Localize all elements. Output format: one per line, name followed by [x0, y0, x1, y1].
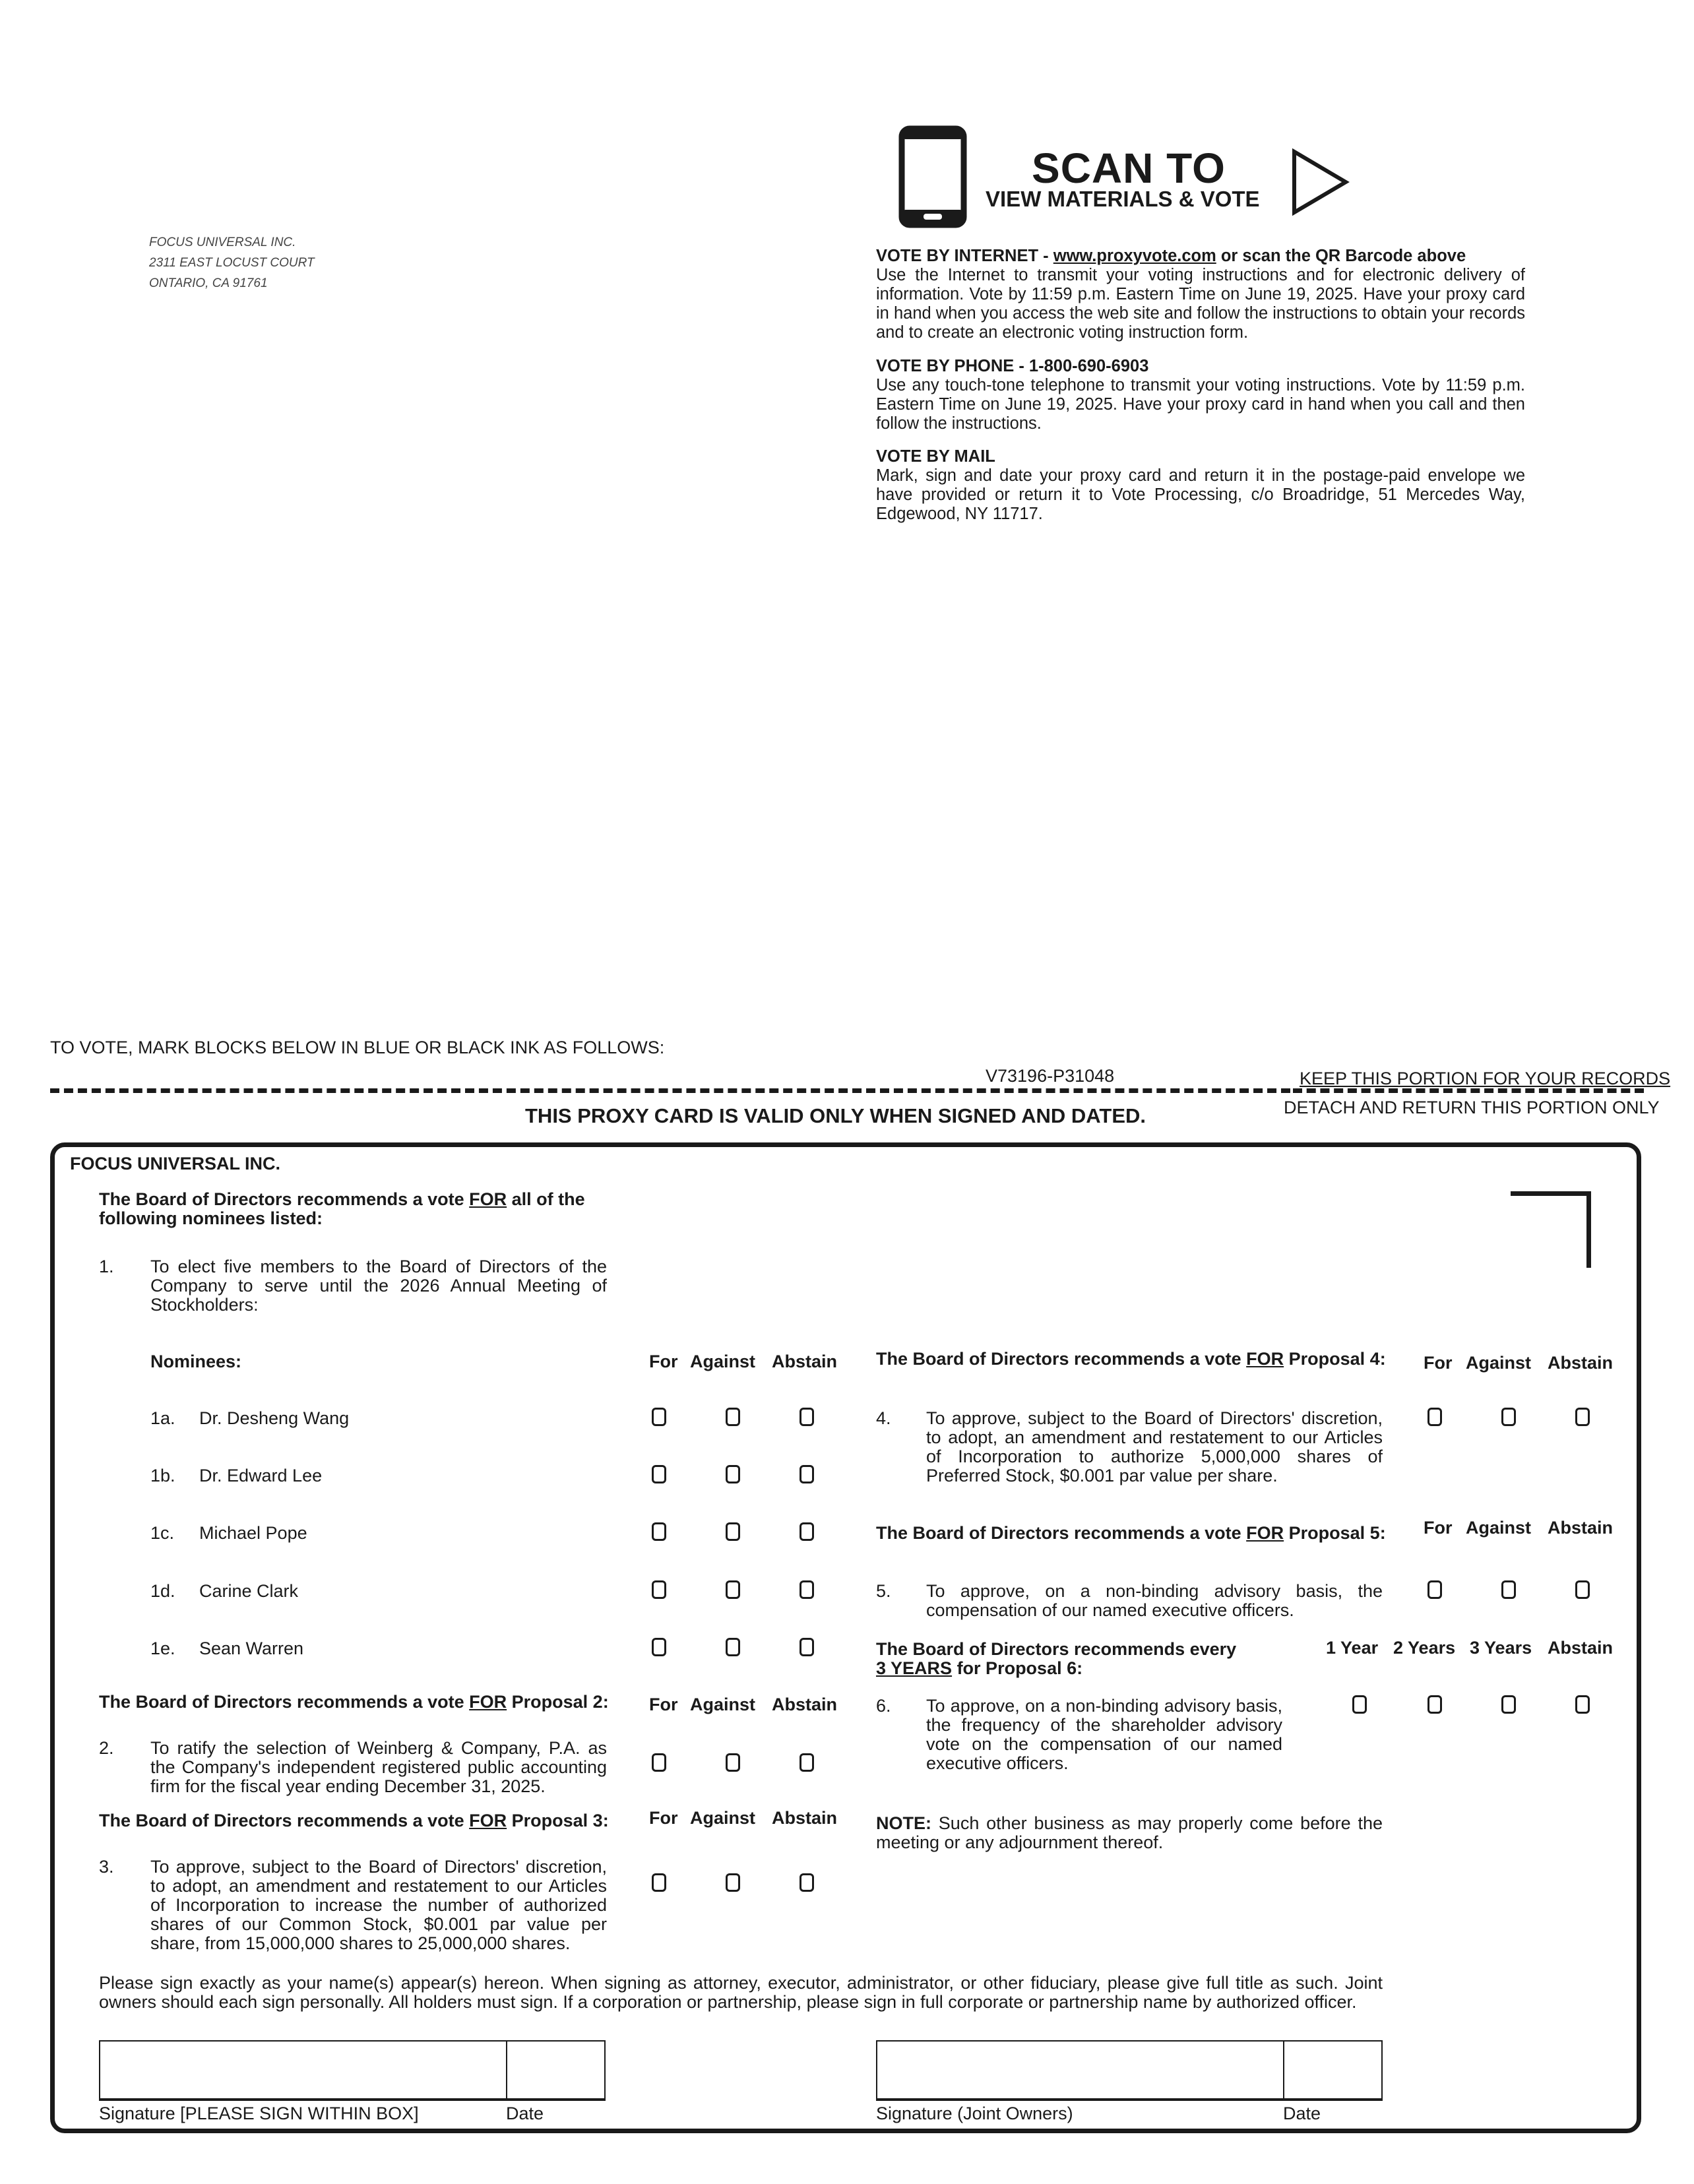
- checkbox-p3-for[interactable]: [652, 1873, 666, 1892]
- vote-internet-section: [876, 247, 1525, 342]
- checkbox-p4-for[interactable]: [1427, 1408, 1442, 1426]
- vote-phone-section: [876, 357, 1525, 433]
- checkbox-p3-abstain[interactable]: [800, 1873, 814, 1892]
- signature-joint-box[interactable]: [876, 2040, 1383, 2101]
- checkbox-1a-for[interactable]: [652, 1408, 666, 1426]
- col-against-p4: Against: [1466, 1353, 1532, 1373]
- signature-date-divider: [506, 2040, 507, 2100]
- vote-mail-heading: VOTE BY MAIL: [876, 447, 995, 466]
- company-address-city: ONTARIO, CA 91761: [149, 276, 268, 290]
- col-for-p3: For: [649, 1808, 678, 1828]
- checkbox-p2-abstain[interactable]: [800, 1753, 814, 1772]
- signature-box[interactable]: [99, 2040, 606, 2101]
- rec-p2-heading: The Board of Directors recommends a vote FOR Proposal 2:: [99, 1692, 609, 1712]
- col-for-nominees: For: [649, 1352, 678, 1371]
- checkbox-1a-abstain[interactable]: [800, 1408, 814, 1426]
- checkbox-p6-2years[interactable]: [1427, 1695, 1442, 1714]
- checkbox-1e-against[interactable]: [726, 1638, 740, 1656]
- vote-mail-section: [876, 447, 1525, 524]
- nominee-name: Michael Pope: [199, 1523, 307, 1543]
- p4-number: 4.: [876, 1408, 891, 1428]
- checkbox-1b-for[interactable]: [652, 1465, 666, 1483]
- company-address-street: 2311 EAST LOCUST COURT: [149, 256, 315, 270]
- checkbox-p5-against[interactable]: [1501, 1580, 1516, 1599]
- col-against-p5: Against: [1466, 1518, 1532, 1538]
- sign-instructions: Please sign exactly as your name(s) appear(s) hereon. When signing as attorney, executor, administrator, or other fiduciary, please give full title as such. Joint owners should each sign personally. All holders must sign. If a corporation or partnership, please sign in full corporate or partnership name by authorized officer.: [99, 1973, 1383, 2012]
- col-abstain-p3: Abstain: [772, 1808, 838, 1828]
- p6-number: 6.: [876, 1696, 891, 1716]
- signature-label: Signature [PLEASE SIGN WITHIN BOX]: [99, 2104, 419, 2123]
- col-abstain-p6: Abstain: [1548, 1638, 1614, 1658]
- nominee-name: Carine Clark: [199, 1581, 299, 1601]
- checkbox-p6-1year[interactable]: [1352, 1695, 1367, 1714]
- nominees-label: Nominees:: [150, 1352, 242, 1371]
- col-against-nominees: Against: [690, 1352, 756, 1371]
- p5-text: To approve, on a non-binding advisory basis, the compensation of our named executive officers.: [926, 1581, 1383, 1620]
- p1-number: 1.: [99, 1257, 114, 1276]
- col-abstain-p5: Abstain: [1548, 1518, 1614, 1538]
- rec-p3-heading: The Board of Directors recommends a vote FOR Proposal 3:: [99, 1811, 609, 1830]
- nominee-name: Sean Warren: [199, 1638, 304, 1658]
- col-abstain-p2: Abstain: [772, 1695, 838, 1714]
- vote-internet-body: Use the Internet to transmit your voting instructions and for electronic delivery of information. Vote by 11:59 p.m. Eastern Time on June 19, 2025. Have your proxy card in hand when you access the web site and follow the instructions to obtain your records and to create an electronic voting instruction form.: [876, 266, 1525, 342]
- rec-p6-heading: The Board of Directors recommends every 3 YEARS for Proposal 6:: [876, 1639, 1237, 1678]
- checkbox-p3-against[interactable]: [726, 1873, 740, 1892]
- scan-subtitle: VIEW MATERIALS & VOTE: [986, 187, 1260, 211]
- nominee-number: 1e.: [150, 1638, 175, 1658]
- checkbox-1d-abstain[interactable]: [800, 1580, 814, 1599]
- nominee-number: 1b.: [150, 1466, 175, 1485]
- col-against-p3: Against: [690, 1808, 756, 1828]
- company-address-name: FOCUS UNIVERSAL INC.: [149, 235, 296, 249]
- vote-phone-body: Use any touch-tone telephone to transmit your voting instructions. Vote by 11:59 p.m. Eastern Time on June 19, 2025. Have your proxy card in hand when you call and then follow the instructions.: [876, 376, 1525, 433]
- signature-joint-label: Signature (Joint Owners): [876, 2104, 1073, 2123]
- vote-internet-heading: VOTE BY INTERNET - www.proxyvote.com or scan the QR Barcode above: [876, 247, 1466, 265]
- checkbox-1e-for[interactable]: [652, 1638, 666, 1656]
- registration-corner-mark: [1511, 1191, 1591, 1268]
- signature-joint-date-divider: [1283, 2040, 1284, 2100]
- rec-p4-heading: The Board of Directors recommends a vote FOR Proposal 4:: [876, 1349, 1386, 1369]
- date-label: Date: [506, 2104, 544, 2123]
- col-for-p5: For: [1424, 1518, 1453, 1538]
- checkbox-1b-abstain[interactable]: [800, 1465, 814, 1483]
- detach-line: [50, 1088, 1290, 1093]
- note: NOTE: Such other business as may properly come before the meeting or any adjournment thereof.: [876, 1813, 1383, 1852]
- col-3years-p6: 3 Years: [1470, 1638, 1532, 1658]
- smartphone-icon: [898, 125, 967, 228]
- col-abstain-p4: Abstain: [1548, 1353, 1614, 1373]
- checkbox-p6-abstain[interactable]: [1575, 1695, 1590, 1714]
- detach-portion-label: DETACH AND RETURN THIS PORTION ONLY: [1284, 1098, 1660, 1117]
- col-abstain-nominees: Abstain: [772, 1352, 838, 1371]
- col-for-p4: For: [1424, 1353, 1453, 1373]
- checkbox-1e-abstain[interactable]: [800, 1638, 814, 1656]
- col-for-p2: For: [649, 1695, 678, 1714]
- checkbox-1c-abstain[interactable]: [800, 1522, 814, 1541]
- date-joint-label: Date: [1283, 2104, 1321, 2123]
- nominee-name: Dr. Edward Lee: [199, 1466, 323, 1485]
- detach-line-right: [1293, 1088, 1644, 1093]
- p6-text: To approve, on a non-binding advisory basis, the frequency of the shareholder advisory vote on the compensation of our named executive officers.: [926, 1696, 1282, 1773]
- nominee-number: 1c.: [150, 1523, 175, 1543]
- proxyvote-link[interactable]: www.proxyvote.com: [1053, 247, 1216, 265]
- checkbox-1d-against[interactable]: [726, 1580, 740, 1599]
- col-1year-p6: 1 Year: [1326, 1638, 1379, 1658]
- checkbox-p6-3years[interactable]: [1501, 1695, 1516, 1714]
- control-number: V73196-P31048: [986, 1066, 1115, 1086]
- vote-phone-heading: VOTE BY PHONE - 1-800-690-6903: [876, 357, 1149, 375]
- checkbox-1c-for[interactable]: [652, 1522, 666, 1541]
- checkbox-p5-abstain[interactable]: [1575, 1580, 1590, 1599]
- checkbox-1d-for[interactable]: [652, 1580, 666, 1599]
- checkbox-p5-for[interactable]: [1427, 1580, 1442, 1599]
- checkbox-p2-against[interactable]: [726, 1753, 740, 1772]
- p3-number: 3.: [99, 1857, 114, 1877]
- p4-text: To approve, subject to the Board of Directors' discretion, to adopt, an amendment and restatement to our Articles of Incorporation to authorize 5,000,000 shares of Preferred Stock, $0.001 par value per share.: [926, 1408, 1383, 1485]
- rec-p5-heading: The Board of Directors recommends a vote FOR Proposal 5:: [876, 1523, 1386, 1543]
- valid-notice: THIS PROXY CARD IS VALID ONLY WHEN SIGNED AND DATED.: [525, 1104, 1146, 1127]
- checkbox-1b-against[interactable]: [726, 1465, 740, 1483]
- keep-portion-label: KEEP THIS PORTION FOR YOUR RECORDS: [1300, 1069, 1671, 1088]
- company-address: [149, 232, 315, 294]
- p2-text: To ratify the selection of Weinberg & Company, P.A. as the Company's independent registered public accounting firm for the fiscal year ending December 31, 2025.: [150, 1738, 607, 1796]
- nominee-name: Dr. Desheng Wang: [199, 1408, 350, 1428]
- nominee-number: 1a.: [150, 1408, 175, 1428]
- p2-number: 2.: [99, 1738, 114, 1758]
- p1-text: To elect five members to the Board of Directors of the Company to serve until the 2026 Annual Meeting of Stockholders:: [150, 1257, 607, 1315]
- rec-nominees-heading: The Board of Directors recommends a vote FOR all of the following nominees listed:: [99, 1189, 585, 1228]
- checkbox-1c-against[interactable]: [726, 1522, 740, 1541]
- scan-title: SCAN TO: [1032, 144, 1226, 192]
- mark-instructions: TO VOTE, MARK BLOCKS BELOW IN BLUE OR BLACK INK AS FOLLOWS:: [50, 1038, 665, 1057]
- checkbox-1a-against[interactable]: [726, 1408, 740, 1426]
- p5-number: 5.: [876, 1581, 891, 1601]
- card-company: FOCUS UNIVERSAL INC.: [70, 1154, 281, 1173]
- play-arrow-icon: [1290, 148, 1350, 216]
- vote-mail-body: Mark, sign and date your proxy card and return it in the postage-paid envelope we have provided or return it to Vote Processing, c/o Broadridge, 51 Mercedes Way, Edgewood, NY 11717.: [876, 466, 1525, 523]
- col-2years-p6: 2 Years: [1393, 1638, 1456, 1658]
- col-against-p2: Against: [690, 1695, 756, 1714]
- p3-text: To approve, subject to the Board of Directors' discretion, to adopt, an amendment and restatement to our Articles of Incorporation to increase the number of authorized shares of our Common Stock, $0.001 par value per share, from 15,000,000 shares to 25,000,000 shares.: [150, 1857, 607, 1953]
- nominee-number: 1d.: [150, 1581, 175, 1601]
- checkbox-p2-for[interactable]: [652, 1753, 666, 1772]
- checkbox-p4-against[interactable]: [1501, 1408, 1516, 1426]
- checkbox-p4-abstain[interactable]: [1575, 1408, 1590, 1426]
